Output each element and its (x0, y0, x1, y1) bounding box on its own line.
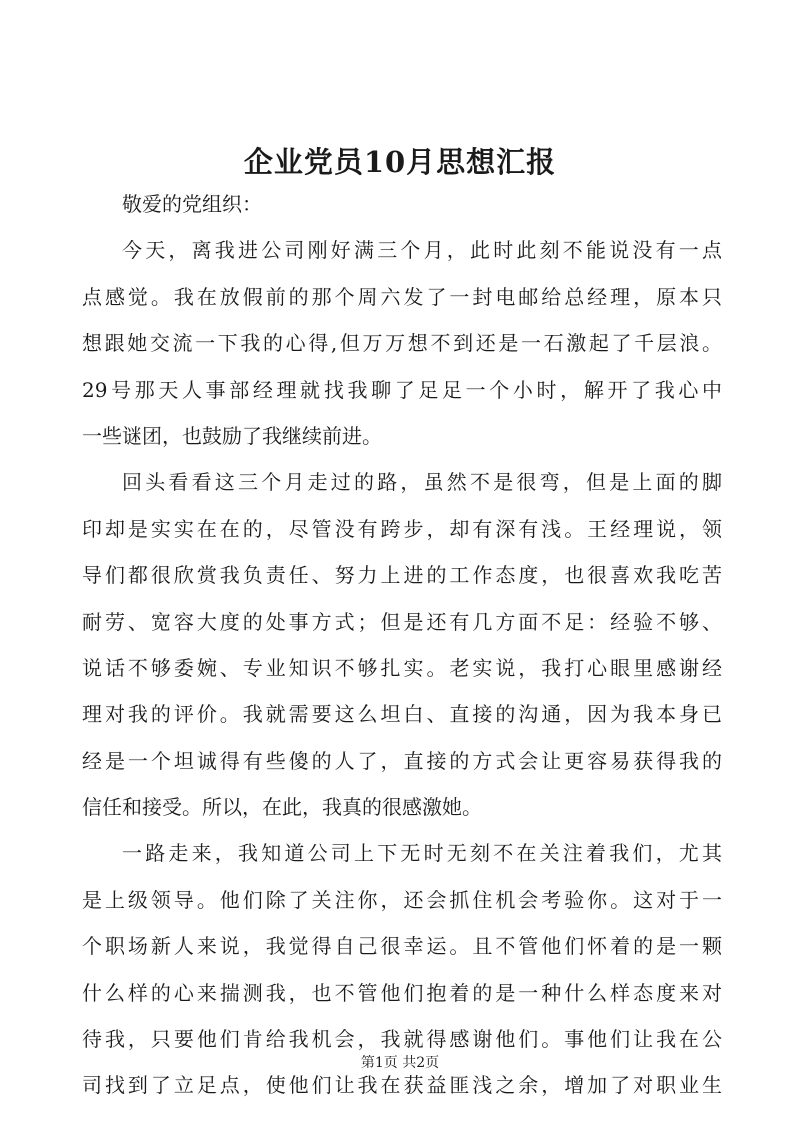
document-body (82, 181, 722, 1109)
paragraph-3-line-3: 个职场新人来说，我觉得自己很幸运。且不管他们怀着的是一颗 (82, 934, 722, 959)
paragraph-1-line-5: 一些谜团，也鼓励了我继续前进。 (82, 423, 382, 448)
paragraph-2-line-7: 经是一个坦诚得有些傻的人了，直接的方式会让更容易获得我的 (82, 748, 722, 773)
paragraph-3-line-5: 待我，只要他们肯给我机会，我就得感谢他们。事他们让我在公 (82, 1027, 722, 1052)
paragraph-3-line-1: 一路走来，我知道公司上下无时无刻不在关注着我们，尤其 (122, 841, 722, 866)
paragraph-2-line-5: 说话不够委婉、专业知识不够扎实。老实说，我打心眼里感谢经 (82, 655, 722, 680)
paragraph-2-line-4: 耐劳、宽容大度的处事方式；但是还有几方面不足：经验不够、 (82, 609, 722, 634)
paragraph-2-line-6: 理对我的评价。我就需要这么坦白、直接的沟通，因为我本身已 (82, 702, 722, 727)
paragraph-1-line-1: 今天，离我进公司刚好满三个月，此时此刻不能说没有一点 (122, 238, 722, 263)
paragraph-3-line-4: 什么样的心来揣测我，也不管他们抱着的是一种什么样态度来对 (82, 980, 722, 1005)
paragraph-1-line-3: 想跟她交流一下我的心得,但万万想不到还是一石激起了千层浪。 (82, 331, 722, 356)
salutation: 敬爱的党组织： (122, 192, 262, 216)
paragraph-1-line-2: 点感觉。我在放假前的那个周六发了一封电邮给总经理，原本只 (82, 284, 722, 309)
paragraph-2-line-3: 导们都很欣赏我负责任、努力上进的工作态度，也很喜欢我吃苦 (82, 563, 722, 588)
page-footer: 第1页 共2页 (360, 1055, 440, 1071)
paragraph-1-line-4: 29号那天人事部经理就找我聊了足足一个小时，解开了我心中 (82, 377, 722, 402)
paragraph-2-line-1: 回头看看这三个月走过的路，虽然不是很弯，但是上面的脚 (122, 470, 722, 495)
document-title: 企业党员10月思想汇报 (243, 145, 557, 179)
paragraph-3-line-6: 司找到了立足点，使他们让我在获益匪浅之余，增加了对职业生 (82, 1073, 722, 1098)
paragraph-2-line-2: 印却是实实在在的，尽管没有跨步，却有深有浅。王经理说，领 (82, 516, 722, 541)
paragraph-2-line-8: 信任和接受。所以，在此，我真的很感激她。 (82, 795, 482, 820)
paragraph-3-line-2: 是上级领导。他们除了关注你，还会抓住机会考验你。这对于一 (82, 887, 722, 912)
